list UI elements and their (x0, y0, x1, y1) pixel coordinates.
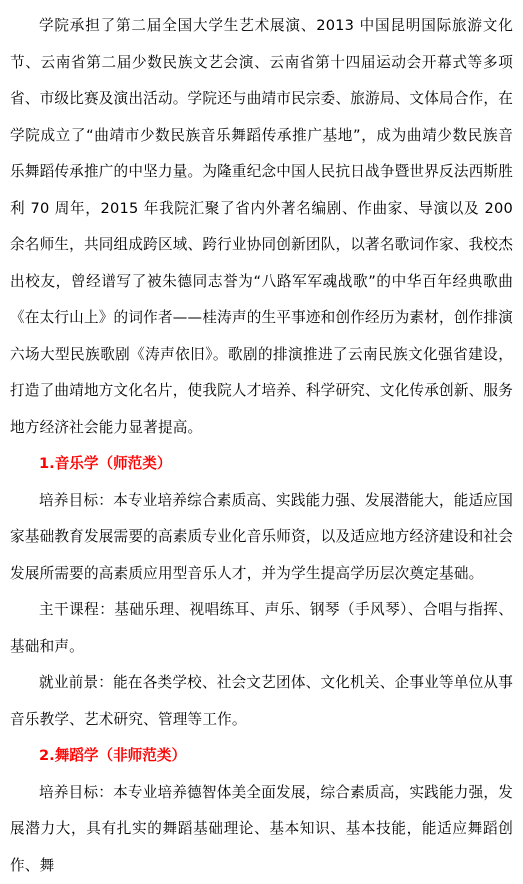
section-heading-dance: 2.舞蹈学（非师范类） (10, 738, 513, 775)
dance-training-goal-paragraph: 培养目标：本专业培养德智体美全面发展，综合素质高，实践能力强，发展潜力大，具有扎实的舞蹈基础理论、基本知识、基本技能，能适应舞蹈创作、舞 (10, 775, 513, 884)
section-heading-music: 1.音乐学（师范类） (10, 446, 513, 483)
music-training-goal-paragraph: 培养目标：本专业培养综合素质高、实践能力强、发展潜能大，能适应国家基础教育发展需要的高素质专业化音乐师资，以及适应地方经济建设和社会发展所需要的高素质应用型音乐人才，并为学生提高学历层次奠定基础。 (10, 483, 513, 593)
music-core-courses-paragraph: 主干课程：基础乐理、视唱练耳、声乐、钢琴（手风琴）、合唱与指挥、基础和声。 (10, 592, 513, 665)
intro-paragraph: 学院承担了第二届全国大学生艺术展演、2013 中国昆明国际旅游文化节、云南省第二届少数民族文艺会演、云南省第十四届运动会开幕式等多项省、市级比赛及演出活动。学院还与曲靖市民宗委、旅游局、文体局合作，在学院成立了“曲靖市少数民族音乐舞蹈传承推广基地”，成为曲靖少数民族音乐舞蹈传承推广的中坚力量。为隆重纪念中国人民抗日战争暨世界反法西斯胜利 70 周年，2015 年我院汇聚了省内外著名编剧、作曲家、导演以及 200 余名师生，共同组成跨区域、跨行业协同创新团队，以著名歌词作家、我校杰出校友，曾经谱写了被朱德同志誉为“八路军军魂战歌”的中华百年经典歌曲《在太行山上》的词作者——桂涛声的生平事迹和创作经历为素材，创作排演六场大型民族歌剧《涛声依旧》。歌剧的排演推进了云南民族文化强省建设，打造了曲靖地方文化名片，使我院人才培养、科学研究、文化传承创新、服务地方经济社会能力显著提高。 (10, 8, 513, 446)
music-employment-paragraph: 就业前景：能在各类学校、社会文艺团体、文化机关、企事业等单位从事音乐教学、艺术研究、管理等工作。 (10, 665, 513, 738)
